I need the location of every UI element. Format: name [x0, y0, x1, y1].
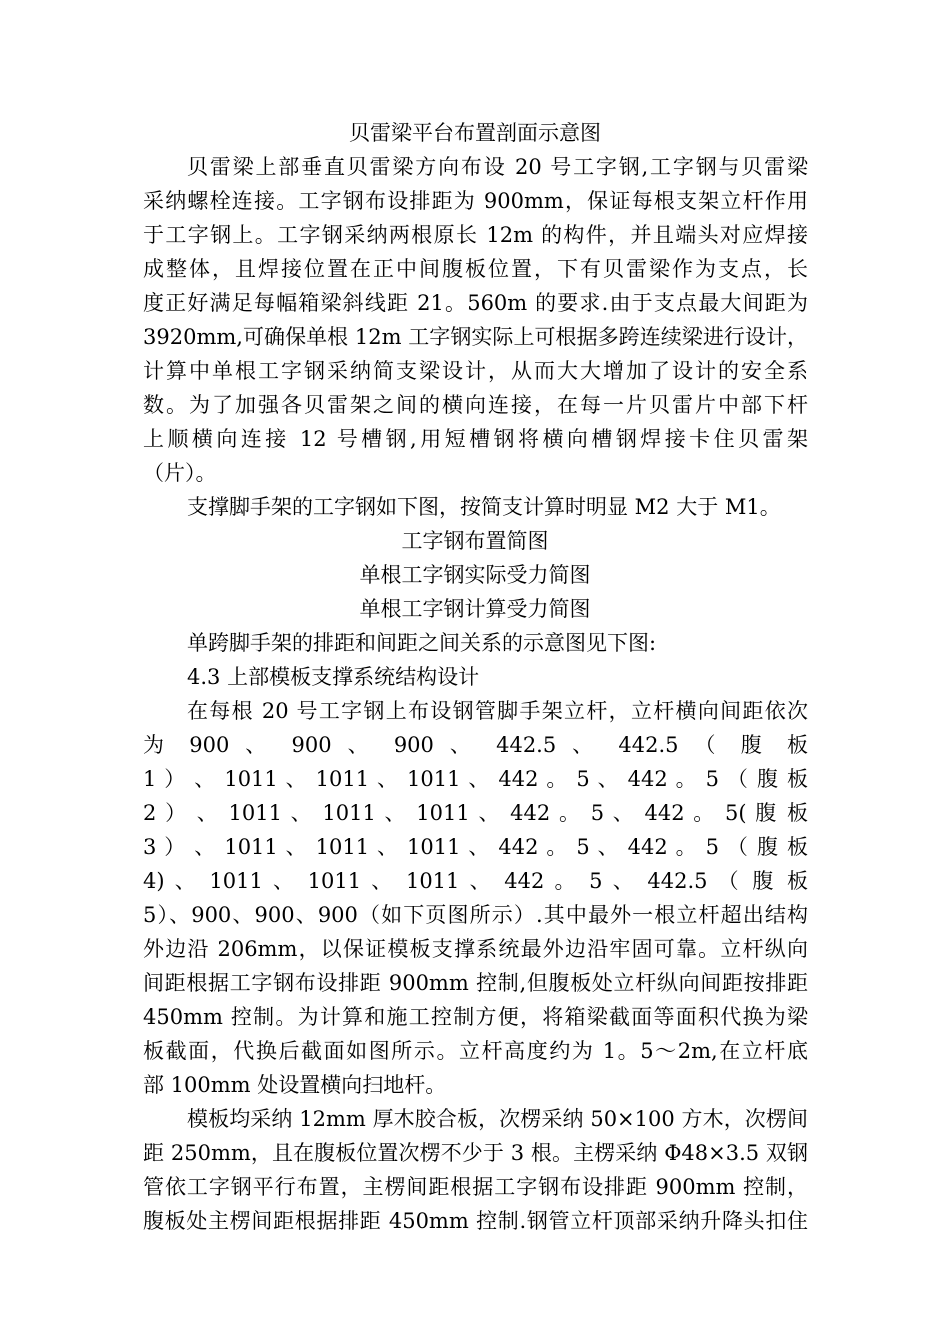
text-line: 间距根据工字钢布设排距 900mm 控制,但腹板处立杆纵向间距按排距	[143, 971, 808, 995]
paragraph-spacing-intro	[143, 626, 808, 660]
text-line: 腹板处主楞间距根据排距 450mm 控制.钢管立杆顶部采纳升降头扣住	[143, 1209, 808, 1233]
text-line: 于工字钢上。工字钢采纳两根原长 12m 的构件，并且端头对应焊接	[143, 223, 808, 247]
text-line: 450mm 控制。为计算和施工控制方便，将箱梁截面等面积代换为梁	[143, 1005, 808, 1029]
text-line: 度正好满足每幅箱梁斜线距 21。560m 的要求.由于支点最大间距为	[143, 291, 808, 315]
text-line: 成整体，且焊接位置在正中间腹板位置，下有贝雷梁作为支点，长	[143, 257, 808, 281]
text-line: 板截面，代换后截面如图所示。立杆高度约为 1。5～2m,在立杆底	[143, 1039, 808, 1063]
text-line: 模板均采纳 12mm 厚木胶合板，次楞采纳 50×100 方木，次楞间	[187, 1107, 808, 1131]
figure-caption-bailey-section: 贝雷梁平台布置剖面示意图	[349, 121, 601, 145]
text-line: 在每根 20 号工字钢上布设钢管脚手架立杆，立杆横向间距依次	[187, 699, 808, 723]
paragraph-scaffold-poles	[143, 694, 808, 1102]
text-line: 单跨脚手架的排距和间距之间关系的示意图见下图:	[187, 631, 657, 655]
text-line: 3 ） 、 1011 、 1011 、 1011 、 442 。 5 、 442 。 5 （ 腹 板	[143, 835, 808, 859]
text-line: 外边沿 206mm，以保证模板支撑系统最外边沿牢固可靠。立杆纵向	[143, 937, 808, 961]
figure-caption-single-actual: 单根工字钢实际受力简图	[359, 563, 591, 587]
text-line: 5）、900、900、900（如下页图所示）.其中最外一根立杆超出结构	[143, 903, 808, 927]
figure-caption-single-calc: 单根工字钢计算受力简图	[359, 597, 591, 621]
text-line: 上顺横向连接 12 号槽钢,用短槽钢将横向槽钢焊接卡住贝雷架	[143, 427, 808, 451]
text-line: 3920mm,可确保单根 12m 工字钢实际上可根据多跨连续梁进行设计，	[143, 325, 808, 349]
text-line: 部 100mm 处设置横向扫地杆。	[143, 1073, 447, 1097]
text-line: 数。为了加强各贝雷架之间的横向连接，在每一片贝雷片中部下杆	[143, 393, 808, 417]
paragraph-formwork	[143, 1102, 808, 1238]
text-line: 支撑脚手架的工字钢如下图，按简支计算时明显 M2 大于 M1。	[187, 495, 781, 519]
text-line: 贝雷梁上部垂直贝雷梁方向布设 20 号工字钢,工字钢与贝雷梁	[187, 155, 808, 179]
text-line: 为 900 、 900 、 900 、 442.5 、 442.5 （ 腹 板	[143, 733, 808, 757]
text-line: 管依工字钢平行布置，主楞间距根据工字钢布设排距 900mm 控制，	[143, 1175, 808, 1199]
figure-caption-ibeam-layout: 工字钢布置简图	[401, 529, 549, 553]
text-line: 距 250mm，且在腹板位置次楞不少于 3 根。主楞采纳 Φ48×3.5 双钢	[143, 1141, 808, 1165]
text-line: 采纳螺栓连接。工字钢布设排距为 900mm，保证每根支架立杆作用	[143, 189, 808, 213]
text-line: 1 ） 、 1011 、 1011 、 1011 、 442 。 5 、 442 。 5 （ 腹 板	[143, 767, 808, 791]
text-line: （片）。	[143, 461, 217, 485]
paragraph-ibeam-support	[143, 490, 808, 524]
section-heading	[143, 660, 808, 694]
paragraph-bailey-ibeam	[143, 150, 808, 490]
text-line: 计算中单根工字钢采纳简支梁设计，从而大大增加了设计的安全系	[143, 359, 808, 383]
text-line: 2 ） 、 1011 、 1011 、 1011 、 442 。 5 、 442 。 5( 腹 板	[143, 801, 808, 825]
section-heading-text: 4.3 上部模板支撑系统结构设计	[187, 665, 480, 689]
text-line: 4) 、 1011 、 1011 、 1011 、 442 。 5 、 442.5 （ 腹 板	[143, 869, 808, 893]
